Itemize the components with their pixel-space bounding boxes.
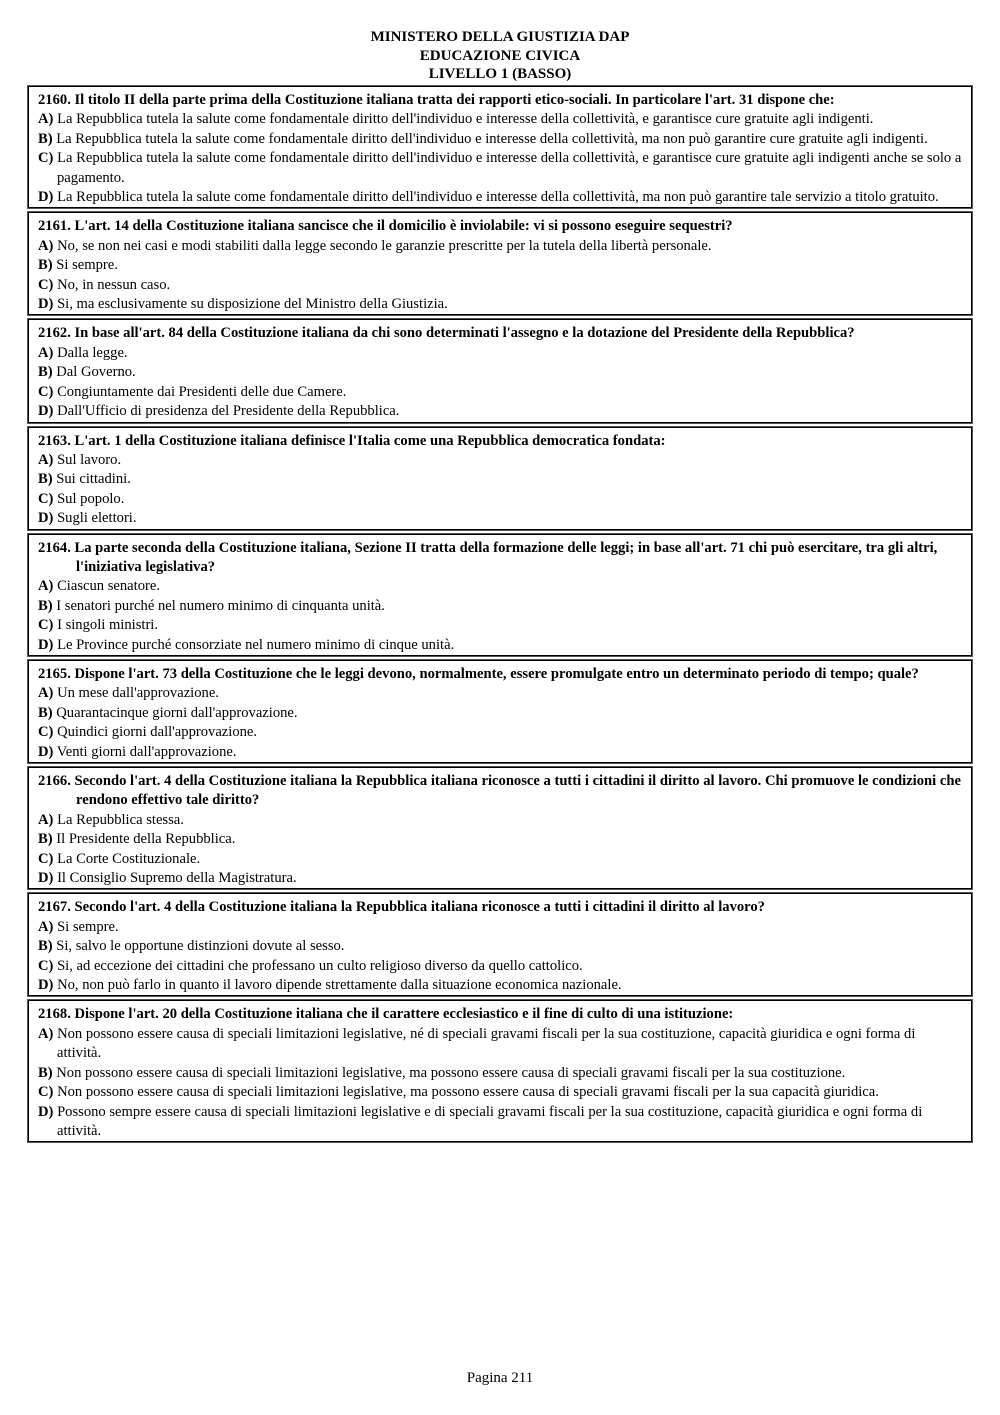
option-text: Possono sempre essere causa di speciali limitazioni legislative e di speciali gravami fiscali per la sua costituzione, capacità giuridica e ogni forma di attività. [57, 1103, 923, 1139]
page-number: Pagina 211 [466, 1370, 534, 1386]
option-letter: A) [38, 918, 54, 935]
option-text: Dall'Ufficio di presidenza del Presidente della Repubblica. [57, 403, 400, 420]
option-text: Venti giorni dall'approvazione. [56, 743, 237, 760]
option-letter: D) [38, 296, 54, 313]
option-text: Congiuntamente dai Presidenti delle due Camere. [57, 383, 347, 400]
option-b [38, 363, 963, 382]
option-letter: A) [38, 344, 54, 361]
option-a [38, 918, 963, 937]
option-text: I singoli ministri. [57, 617, 159, 634]
option-letter: A) [38, 111, 54, 128]
question-block [28, 893, 972, 996]
option-c [38, 850, 963, 869]
question-block [28, 212, 972, 315]
option-text: I senatori purché nel numero minimo di cinquanta unità. [56, 597, 385, 614]
option-text: Sul lavoro. [57, 451, 122, 468]
option-d [38, 636, 963, 655]
option-text: Sui cittadini. [56, 471, 131, 488]
header-level: LIVELLO 1 (BASSO) [428, 66, 572, 82]
option-text: Il Presidente della Repubblica. [56, 831, 236, 848]
option-text: Sugli elettori. [57, 510, 137, 527]
option-a [38, 110, 963, 129]
option-letter: A) [38, 578, 54, 595]
document-header [0, 28, 1000, 84]
option-text: Quindici giorni dall'approvazione. [57, 724, 258, 741]
option-text: Sul popolo. [57, 490, 125, 507]
option-text: No, in nessun caso. [57, 276, 171, 293]
option-b [38, 830, 963, 849]
option-letter: C) [38, 724, 54, 741]
option-d [38, 743, 963, 762]
option-d [38, 402, 963, 421]
question-text: 2161. L'art. 14 della Costituzione italiana sancisce che il domicilio è inviolabile: vi si possono eseguire sequestri? [38, 218, 733, 235]
option-text: No, se non nei casi e modi stabiliti dalla legge secondo le garanzie prescritte per la tutela della libertà personale. [57, 237, 712, 254]
question-block [28, 1000, 972, 1142]
option-text: Si, ma esclusivamente su disposizione del Ministro della Giustizia. [57, 296, 448, 313]
option-letter: B) [38, 831, 53, 848]
option-letter: C) [38, 617, 54, 634]
option-letter: B) [38, 938, 53, 955]
question-text: 2165. Dispone l'art. 73 della Costituzione che le leggi devono, normalmente, essere promulgate entro un determinato periodo di tempo; quale? [38, 665, 919, 682]
option-letter: D) [38, 189, 54, 206]
question-block [28, 767, 972, 889]
option-text: Non possono essere causa di speciali limitazioni legislative, ma possono essere causa di speciali gravami fiscali per la sua capacità giuridica. [57, 1084, 879, 1101]
question-text: 2162. In base all'art. 84 della Costituzione italiana da chi sono determinati l'assegno e la dotazione del Presidente della Repubblica? [38, 325, 855, 342]
option-letter: A) [38, 1025, 54, 1042]
option-d [38, 976, 963, 995]
option-letter: D) [38, 403, 54, 420]
header-subject: EDUCAZIONE CIVICA [419, 47, 581, 64]
option-text: Ciascun senatore. [57, 578, 160, 595]
option-d [38, 188, 963, 207]
option-text: La Corte Costituzionale. [57, 850, 201, 867]
option-a [38, 1025, 963, 1064]
option-letter: C) [38, 957, 54, 974]
option-letter: D) [38, 636, 54, 653]
option-text: La Repubblica tutela la salute come fondamentale diritto dell'individuo e interesse della collettività, ma non può garantire cure gratuite agli indigenti. [56, 130, 928, 147]
option-text: Si, ad eccezione dei cittadini che professano un culto religioso diverso da quello cattolico. [57, 957, 583, 974]
option-text: Il Consiglio Supremo della Magistratura. [57, 870, 297, 887]
question-text: 2163. L'art. 1 della Costituzione italiana definisce l'Italia come una Repubblica democratica fondata: [38, 432, 666, 449]
option-text: No, non può farlo in quanto il lavoro dipende strettamente dalla situazione economica nazionale. [57, 977, 622, 994]
option-a [38, 684, 963, 703]
option-text: Si sempre. [56, 257, 118, 274]
option-text: Si sempre. [57, 918, 119, 935]
option-text: Non possono essere causa di speciali limitazioni legislative, ma possono essere causa di speciali gravami fiscali per la sua costituzione. [56, 1064, 846, 1081]
option-text: Le Province purché consorziate nel numero minimo di cinque unità. [57, 636, 455, 653]
option-a [38, 811, 963, 830]
option-letter: D) [38, 1103, 54, 1120]
question-block [28, 427, 972, 530]
option-letter: A) [38, 451, 54, 468]
option-letter: B) [38, 471, 53, 488]
option-letter: C) [38, 383, 54, 400]
option-c [38, 723, 963, 742]
option-letter: C) [38, 1084, 54, 1101]
question-text: 2160. Il titolo II della parte prima della Costituzione italiana tratta dei rapporti etico-sociali. In particolare l'art. 31 dispone che: [38, 92, 835, 108]
option-letter: B) [38, 704, 53, 721]
option-letter: C) [38, 850, 54, 867]
option-a [38, 451, 963, 470]
option-b [38, 130, 963, 149]
option-text: Quarantacinque giorni dall'approvazione. [56, 704, 298, 721]
question-block [28, 86, 972, 208]
option-d [38, 295, 963, 314]
option-letter: A) [38, 685, 54, 702]
option-letter: B) [38, 130, 53, 147]
question-block [28, 534, 972, 656]
question-text: 2168. Dispone l'art. 20 della Costituzione italiana che il carattere ecclesiastico e il fine di culto di una istituzione: [38, 1006, 734, 1023]
option-letter: D) [38, 870, 54, 887]
option-letter: D) [38, 510, 54, 527]
question-text: 2166. Secondo l'art. 4 della Costituzione italiana la Repubblica italiana riconosce a tutti i cittadini il diritto al lavoro. Chi promuove le condizioni che rendono effettivo tale diritto? [38, 773, 961, 809]
option-text: Non possono essere causa di speciali limitazioni legislative, né di speciali gravami fiscali per la sua costituzione, capacità giuridica e ogni forma di attività. [57, 1025, 916, 1062]
question-block [28, 660, 972, 763]
option-text: Un mese dall'approvazione. [57, 685, 219, 702]
option-text: Dal Governo. [56, 364, 136, 381]
option-letter: D) [38, 743, 54, 760]
option-text: La Repubblica tutela la salute come fondamentale diritto dell'individuo e interesse della collettività, e garantisce cure gratuite agli indigenti anche se solo a pagamento. [57, 150, 962, 186]
option-c [38, 383, 963, 402]
option-a [38, 577, 963, 596]
option-a [38, 237, 963, 256]
option-letter: B) [38, 597, 53, 614]
option-c [38, 490, 963, 509]
option-letter: C) [38, 490, 54, 507]
option-letter: A) [38, 811, 54, 828]
option-c [38, 276, 963, 295]
option-letter: B) [38, 257, 53, 274]
option-c [38, 616, 963, 635]
option-letter: C) [38, 276, 54, 293]
option-text: La Repubblica tutela la salute come fondamentale diritto dell'individuo e interesse della collettività, e garantisce cure gratuite agli indigenti. [57, 111, 874, 128]
option-b [38, 937, 963, 956]
option-letter: B) [38, 1064, 53, 1081]
question-text: 2167. Secondo l'art. 4 della Costituzione italiana la Repubblica italiana riconosce a tutti i cittadini il diritto al lavoro? [38, 899, 765, 916]
option-text: Dalla legge. [57, 344, 128, 361]
option-letter: A) [38, 237, 54, 254]
option-c [38, 149, 963, 188]
option-d [38, 509, 963, 528]
option-c [38, 1083, 963, 1102]
option-letter: D) [38, 977, 54, 994]
option-d [38, 869, 963, 888]
option-b [38, 256, 963, 275]
option-text: La Repubblica tutela la salute come fondamentale diritto dell'individuo e interesse della collettività, ma non può garantire tale servizio a titolo gratuito. [57, 189, 939, 206]
option-letter: B) [38, 364, 53, 381]
header-ministry: MINISTERO DELLA GIUSTIZIA DAP [370, 29, 630, 45]
option-a [38, 344, 963, 363]
question-list [28, 86, 972, 1146]
option-text: Si, salvo le opportune distinzioni dovute al sesso. [56, 938, 345, 955]
option-letter: C) [38, 150, 54, 167]
question-block [28, 319, 972, 422]
option-b [38, 1064, 963, 1083]
option-c [38, 957, 963, 976]
option-d [38, 1103, 963, 1142]
question-text: 2164. La parte seconda della Costituzione italiana, Sezione II tratta della formazione delle leggi; in base all'art. 71 chi può esercitare, tra gli altri, l'iniziativa legislativa? [38, 539, 938, 575]
option-b [38, 597, 963, 616]
option-b [38, 470, 963, 489]
option-text: La Repubblica stessa. [57, 811, 184, 828]
option-b [38, 704, 963, 723]
